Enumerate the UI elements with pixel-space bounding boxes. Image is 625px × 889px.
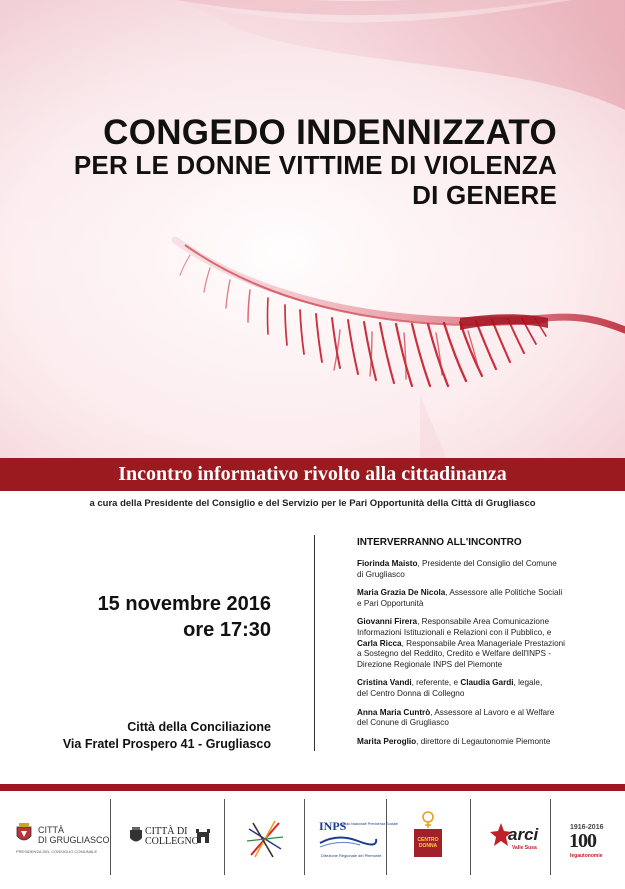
speaker-role: , referente, e: [411, 678, 461, 688]
poster-subtitle-line-1: PER LE DONNE VITTIME DI VIOLENZA: [73, 150, 557, 180]
speaker-name: Carla Ricca: [357, 638, 402, 648]
speaker-name: Anna Maria Cuntrò: [357, 707, 431, 717]
speaker-name: Fiorinda Maisto: [357, 559, 418, 568]
speaker-line: [357, 599, 607, 610]
inps-swoosh-icon: [318, 833, 378, 851]
speaker-role: , direttore di Legautonomie Piemonte: [416, 736, 551, 746]
speaker-line: [357, 617, 607, 628]
speaker-line: [357, 708, 607, 719]
venue-address: Via Fratel Prospero 41 - Grugliasco: [62, 737, 271, 751]
ribbon-logo: [225, 797, 304, 877]
speaker-line: [357, 660, 607, 671]
speaker-name: Cristina Vandi: [357, 678, 412, 688]
speaker-name: Maria Grazia De Nicola: [357, 588, 446, 598]
logo-separator: [386, 799, 387, 875]
sponsor-logos: [0, 797, 625, 877]
logo-separator: [550, 799, 551, 875]
venue-name: Città della Conciliazione: [127, 720, 271, 734]
footer-rule: [0, 784, 625, 791]
arci-logo-subtitle: Valle Susa: [512, 845, 537, 851]
speaker-entry: [357, 559, 607, 580]
logo-separator: [470, 799, 471, 875]
speaker-entry: [357, 678, 607, 699]
inps-logo-subtitle: Direzione Regionale del Piemonte: [321, 853, 382, 858]
centro-donna-text: CENTRO DONNA: [417, 837, 439, 849]
centro-donna-symbol-icon: [420, 811, 436, 829]
column-divider: [314, 535, 315, 751]
speaker-line: [357, 639, 607, 650]
poster-title: CONGEDO INDENNIZZATO: [103, 113, 557, 152]
logo-separator: [304, 799, 305, 875]
event-time: ore 17:30: [183, 619, 271, 641]
speaker-name: Giovanni Firera: [357, 617, 418, 627]
speaker-line: [357, 570, 607, 581]
speaker-line: [357, 678, 607, 689]
centenary-years: 1916-2016: [570, 824, 604, 831]
speaker-role: , Responsabile Area Comunicazione: [417, 617, 550, 627]
ribbon-logo-icon: [245, 819, 285, 859]
speaker-line: [357, 649, 607, 660]
speaker-role: , legale,: [513, 678, 543, 688]
speaker-entry: [357, 617, 607, 670]
event-date: 15 novembre 2016: [97, 593, 271, 615]
poster-subtitle-line-2: DI GENERE: [412, 180, 557, 210]
speaker-line: [357, 718, 607, 729]
speaker-role: , Responsabile Area Manageriale Prestazioni: [401, 638, 565, 648]
speaker-role: Informazioni Istituzionali e Relazioni con il Pubblico, e: [357, 627, 552, 637]
legautonomie-name: legautonomie: [570, 853, 603, 859]
collegno-crest-icon: [129, 827, 143, 845]
speaker-line: [357, 628, 607, 639]
speaker-name: Marita Peroglio: [357, 736, 417, 746]
grugliasco-crest-icon: [14, 823, 34, 845]
speaker-role: , Presidente del Consiglio del Comune: [417, 559, 557, 568]
arci-logo-text: arci: [508, 825, 539, 844]
speaker-role: del Conune di Grugliasco: [357, 718, 449, 728]
speakers-heading: INTERVERRANNO ALL'INCONTRO: [357, 537, 522, 548]
speaker-line: [357, 689, 607, 700]
inps-logo-tagline: Istituto Nazionale Previdenza Sociale: [340, 822, 398, 826]
event-banner: Incontro informativo rivolto alla cittadinanza: [0, 458, 625, 491]
speaker-role: , Assessore al Lavoro e al Welfare: [430, 707, 555, 717]
grugliasco-subtitle: PRESIDENZA DEL CONSIGLIO COMUNALE: [16, 849, 98, 854]
grugliasco-logo: [0, 797, 110, 877]
speaker-role: , Assessore alle Politiche Sociali: [445, 588, 563, 598]
centenary-number: 100: [569, 830, 596, 852]
inps-logo-text: INPS: [319, 819, 347, 833]
speaker-line: [357, 559, 607, 570]
speakers-list: [357, 537, 607, 755]
grugliasco-name: CITTÀ DI GRUGLIASCO: [38, 825, 110, 845]
speaker-entry: [357, 708, 607, 729]
speaker-role: a Sostegno del Reddito, Credito e Welfare dell'INPS -: [357, 649, 551, 659]
organizer-line: a cura della Presidente del Consiglio e del Servizio per le Pari Opportunità della Città di Grugliasco: [89, 498, 536, 509]
speaker-role: del Centro Donna di Collegno: [357, 688, 465, 698]
speaker-line: [357, 588, 607, 599]
collegno-name: CITTÀ DI COLLEGNO: [145, 826, 199, 847]
speaker-role: di Grugliasco: [357, 569, 405, 579]
speaker-entry: [357, 737, 607, 748]
speaker-entry: [357, 588, 607, 609]
speaker-name: Claudia Gardi: [460, 678, 514, 688]
speaker-items: [357, 559, 607, 747]
speaker-role: e Pari Opportunità: [357, 598, 424, 608]
speaker-line: [357, 737, 607, 748]
speaker-role: Direzione Regionale INPS del Piemonte: [357, 659, 503, 669]
